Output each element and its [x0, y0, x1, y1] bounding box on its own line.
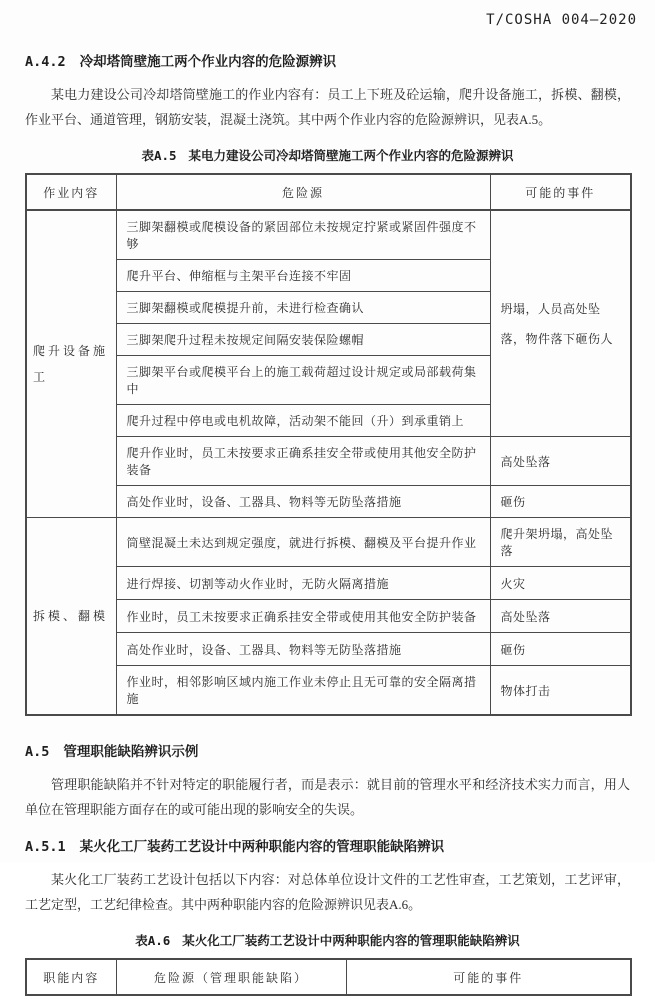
table-a5-caption-title: 某电力建设公司冷却塔筒壁施工两个作业内容的危险源辨识	[188, 149, 514, 163]
hazard-cell: 爬升过程中停电或电机故障，活动架不能回（升）到承重销上	[116, 405, 490, 437]
table-row	[26, 666, 631, 716]
hazard-cell: 作业时，员工未按要求正确系挂安全带或使用其他安全防护装备	[116, 600, 490, 633]
hazard-cell: 三脚架翻模或爬模设备的紧固部位未按规定拧紧或紧固件强度不够	[116, 210, 490, 260]
section-a42-heading	[25, 50, 630, 70]
hazard-cell: 筒壁混凝土未达到规定强度，就进行拆模、翻模及平台提升作业	[116, 518, 490, 567]
activity-cell: 爬升设备施工	[26, 210, 116, 518]
table-a5-caption	[0, 146, 655, 164]
table-row	[26, 567, 631, 600]
table-row	[26, 437, 631, 486]
col-header-event: 可能的事件	[346, 959, 631, 995]
section-a51-number: A.5.1	[25, 839, 66, 855]
table-a6-caption-title: 某火化工厂装药工艺设计中两种职能内容的管理职能缺陷辨识	[182, 934, 520, 948]
event-cell: 火灾	[490, 567, 631, 600]
section-a42-number: A.4.2	[25, 54, 66, 70]
section-a42-paragraph: 某电力建设公司冷却塔筒壁施工的作业内容有：员工上下班及砼运输，爬升设备施工，拆模、翻模，作业平台、通道管理，钢筋安装，混凝土浇筑。其中两个作业内容的危险源辨识，见表A.5。	[25, 87, 630, 127]
col-header-hazard: 危险源	[116, 174, 490, 210]
table-row	[26, 518, 631, 567]
event-cell: 砸伤	[490, 633, 631, 666]
table-a5	[25, 173, 632, 716]
table-a5-header-row	[26, 174, 631, 210]
hazard-cell: 高处作业时，设备、工器具、物料等无防坠落措施	[116, 633, 490, 666]
event-cell: 高处坠落	[490, 437, 631, 486]
section-a42-title: 冷却塔筒壁施工两个作业内容的危险源辨识	[79, 54, 337, 69]
table-a6-header-row	[26, 959, 631, 995]
table-a6	[25, 958, 632, 996]
event-cell-merged: 坍塌，人员高处坠落，物件落下砸伤人	[490, 210, 631, 437]
hazard-cell: 高处作业时，设备、工器具、物料等无防坠落措施	[116, 486, 490, 518]
section-a51-paragraph: 某火化工厂装药工艺设计包括以下内容：对总体单位设计文件的工艺性审查，工艺策划，工艺评审，工艺定型，工艺纪律检查。其中两种职能内容的危险源辨识见表A.6。	[25, 872, 630, 912]
event-cell: 爬升架坍塌，高处坠落	[490, 518, 631, 567]
col-header-activity: 作业内容	[26, 174, 116, 210]
col-header-event: 可能的事件	[490, 174, 631, 210]
hazard-cell: 三脚架爬升过程未按规定间隔安装保险螺帽	[116, 324, 490, 356]
hazard-cell: 进行焊接、切割等动火作业时，无防火隔离措施	[116, 567, 490, 600]
hazard-cell: 三脚架翻模或爬模提升前，未进行检查确认	[116, 292, 490, 324]
table-row	[26, 210, 631, 260]
table-a6-caption-label: 表A.6	[135, 933, 171, 948]
hazard-cell: 爬升作业时，员工未按要求正确系挂安全带或使用其他安全防护装备	[116, 437, 490, 486]
table-a5-caption-label: 表A.5	[141, 148, 177, 163]
section-a5-heading	[25, 740, 630, 760]
event-cell: 高处坠落	[490, 600, 631, 633]
section-a51-title: 某火化工厂装药工艺设计中两种职能内容的管理职能缺陷辨识	[79, 839, 445, 854]
col-header-function: 职能内容	[26, 959, 116, 995]
section-a5-number: A.5	[25, 744, 50, 760]
hazard-cell: 爬升平台、伸缩框与主架平台连接不牢固	[116, 260, 490, 292]
hazard-cell: 作业时，相邻影响区域内施工作业未停止且无可靠的安全隔离措施	[116, 666, 490, 716]
table-a6-caption	[0, 931, 655, 949]
activity-cell: 拆模、翻模	[26, 518, 116, 716]
col-header-hazard: 危险源（管理职能缺陷）	[116, 959, 346, 995]
doc-number: T/COSHA 004—2020	[486, 12, 637, 28]
section-a5-paragraph: 管理职能缺陷并不针对特定的职能履行者，而是表示：就目前的管理水平和经济技术实力而言，用人单位在管理职能方面存在的或可能出现的影响安全的失误。	[25, 777, 630, 817]
table-row	[26, 600, 631, 633]
section-a5-title: 管理职能缺陷辨识示例	[63, 744, 199, 759]
table-row	[26, 486, 631, 518]
hazard-cell: 三脚架平台或爬模平台上的施工载荷超过设计规定或局部载荷集中	[116, 356, 490, 405]
section-a51-heading	[25, 835, 630, 855]
table-row	[26, 633, 631, 666]
event-cell: 砸伤	[490, 486, 631, 518]
event-cell: 物体打击	[490, 666, 631, 716]
